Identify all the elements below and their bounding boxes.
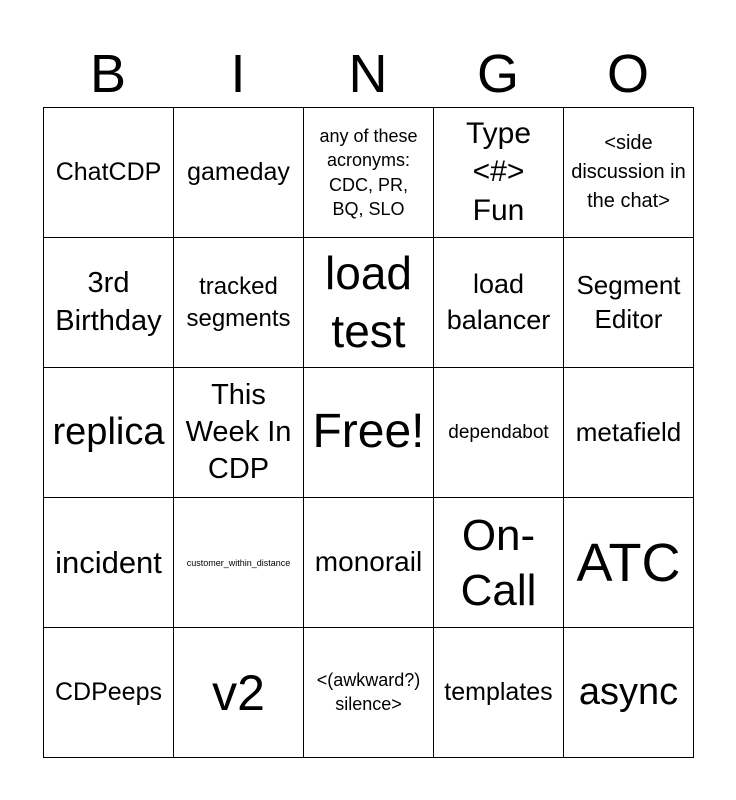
cell-label: customer_within_distance [186,557,291,568]
bingo-cell[interactable] [304,238,434,368]
cell-label: This Week In CDP [185,378,292,486]
cell-label: monorail [314,546,423,578]
cell-label: replica [52,410,165,453]
header-letter-i: I [230,44,246,104]
cell-label: v2 [212,664,265,721]
cell-label: async [578,670,679,713]
cell-label: any of these acronyms: CDC, PR, BQ, SLO [319,125,418,219]
cell-label: CDPeeps [55,678,162,707]
bingo-cell[interactable] [304,628,434,758]
bingo-cell[interactable] [564,368,694,498]
cell-label: tracked segments [186,273,291,332]
bingo-cell[interactable] [304,498,434,628]
bingo-cell[interactable] [174,368,304,498]
header-letter-n: N [348,44,388,104]
bingo-cell[interactable] [174,628,304,758]
bingo-cell[interactable] [44,628,174,758]
bingo-cell[interactable] [44,498,174,628]
bingo-cell[interactable] [564,628,694,758]
header-letter-b: B [89,44,127,104]
cell-label: <(awkward?) silence> [316,670,421,714]
cell-label: 3rd Birthday [55,267,162,337]
bingo-cell[interactable] [174,238,304,368]
cell-label: incident [55,544,162,580]
bingo-cell[interactable] [304,108,434,238]
bingo-cell[interactable] [434,628,564,758]
bingo-cell[interactable] [434,498,564,628]
cell-label: gameday [187,158,290,187]
cell-label: Type <#> Fun [465,116,532,227]
header-letter-g: G [476,44,519,104]
bingo-cell[interactable] [564,108,694,238]
cell-label: On-Call [460,510,537,615]
bingo-cell[interactable] [564,238,694,368]
bingo-cell[interactable] [434,108,564,238]
cell-label: Free! [312,405,425,459]
bingo-cell[interactable] [174,498,304,628]
bingo-cell[interactable] [174,108,304,238]
bingo-cell[interactable] [44,238,174,368]
cell-label: load balancer [446,269,551,335]
cell-label: dependabot [448,421,549,443]
bingo-header [43,40,693,108]
cell-label: Segment Editor [576,269,681,334]
cell-label: <side discussion in the chat> [571,132,686,212]
cell-label: metafield [575,416,682,447]
cell-label: load test [325,247,412,357]
bingo-cell[interactable] [434,238,564,368]
cell-label: templates [444,678,553,707]
bingo-cell[interactable] [304,368,434,498]
bingo-cell[interactable] [44,108,174,238]
bingo-cell[interactable] [564,498,694,628]
cell-label: ChatCDP [55,158,162,187]
bingo-board [43,107,694,758]
header-letter-o: O [606,44,649,104]
bingo-cell[interactable] [434,368,564,498]
cell-label: ATC [576,532,681,593]
bingo-cell[interactable] [44,368,174,498]
